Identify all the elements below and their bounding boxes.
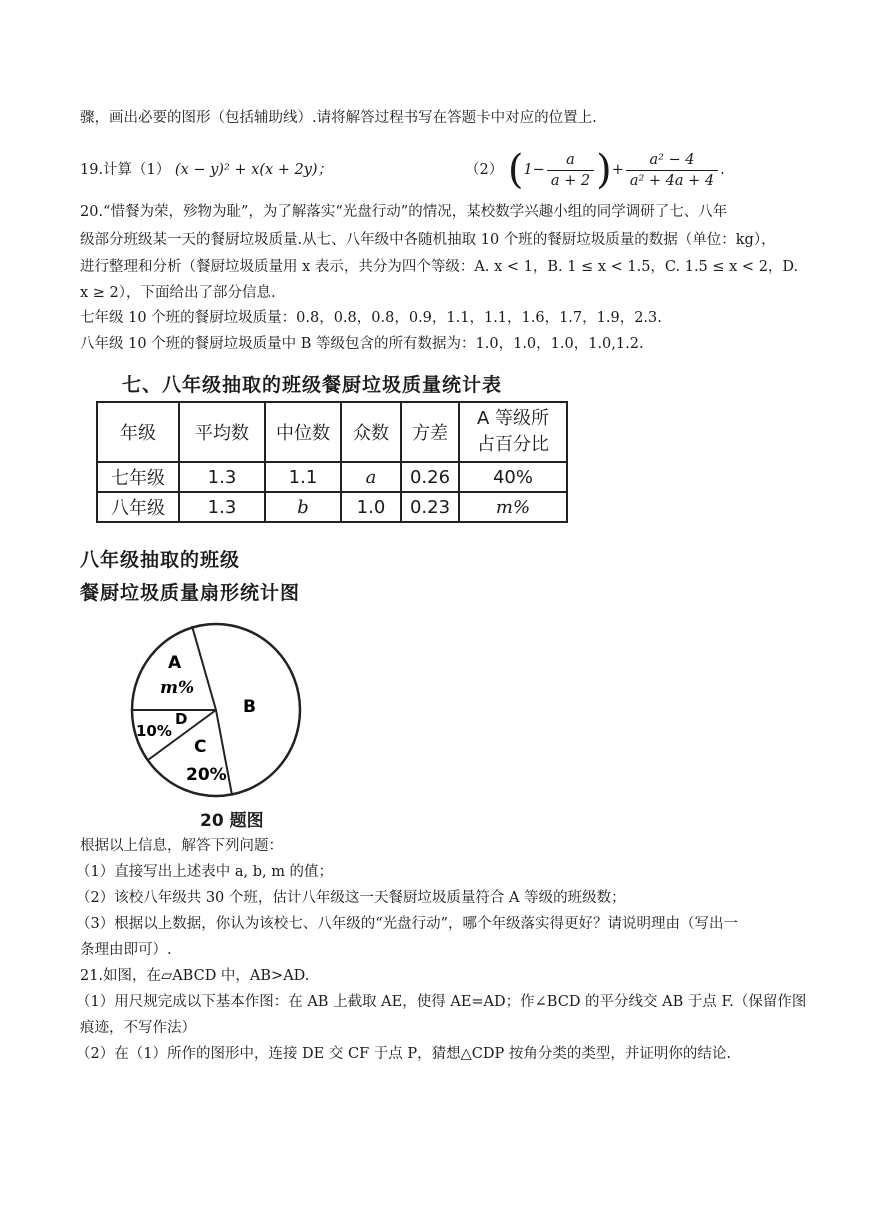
- th-mean: 平均数: [179, 402, 265, 462]
- slice-pct-a: m%: [160, 678, 195, 698]
- table-header-row: [97, 402, 567, 462]
- q19-frac2-num: a² − 4: [626, 150, 718, 171]
- q19-expr2-lead: 1−: [523, 162, 545, 178]
- q20-line6: 八年级 10 个班的餐厨垃圾质量中 B 等级包含的所有数据为：1.0，1.0，1.0，1.0,1.2.: [80, 336, 644, 352]
- table-row: [97, 492, 567, 522]
- q19-frac1-den: a + 2: [550, 172, 591, 189]
- left-paren: (: [507, 147, 524, 193]
- q19-part2-label: （2）: [465, 162, 504, 178]
- figure-caption: 20 题图: [200, 811, 264, 831]
- cell-mean: 1.3: [179, 462, 265, 492]
- cell-variance: 0.23: [401, 492, 459, 522]
- cell-a-percent: 40%: [459, 462, 567, 492]
- cell-mean: 1.3: [179, 492, 265, 522]
- cell-grade: 八年级: [97, 492, 179, 522]
- slice-label-d: D: [175, 710, 188, 728]
- question-1: （1）直接写出上述表中 a, b, m 的值；: [76, 864, 334, 880]
- q20-line3: 进行整理和分析（餐厨垃圾质量用 x 表示，共分为四个等级：A. x < 1，B. 1 ≤ x < 1.5，C. 1.5 ≤ x < 2，D.: [80, 259, 799, 275]
- questions-lead: 根据以上信息，解答下列问题：: [80, 838, 283, 854]
- q19-frac1: [547, 150, 594, 191]
- slice-label-c: C: [194, 737, 207, 757]
- q19-plus: +: [611, 162, 624, 178]
- right-paren: ): [596, 147, 612, 193]
- th-mode: 众数: [341, 402, 401, 462]
- q19-expr1: (x − y)² + x(x + 2y)；: [174, 162, 333, 178]
- cell-grade: 七年级: [97, 462, 179, 492]
- cell-a-percent: m%: [459, 492, 567, 522]
- slice-divider-ab: [192, 626, 216, 710]
- th-a-percent-line2: 占百分比: [477, 434, 549, 455]
- question-3-line2: 条理由即可）.: [80, 942, 172, 958]
- q19-end: .: [720, 162, 725, 178]
- cell-variance: 0.26: [401, 462, 459, 492]
- cell-median: b: [265, 492, 341, 522]
- cell-median: 1.1: [265, 462, 341, 492]
- pie-title-line2: 餐厨垃圾质量扇形统计图: [80, 582, 301, 604]
- pie-title-line1: 八年级抽取的班级: [80, 549, 241, 571]
- th-median: 中位数: [265, 402, 341, 462]
- q19-part2: [465, 148, 725, 192]
- q19-frac2-den: a² + 4a + 4: [629, 172, 715, 189]
- question-19: [80, 148, 800, 192]
- th-grade: 年级: [97, 402, 179, 462]
- q19-frac2: [626, 150, 718, 191]
- q20-line1: 20.“惜餐为荣，殄物为耻”，为了解落实“光盘行动”的情况，某校数学兴趣小组的同学调研了七、八年: [80, 204, 728, 220]
- slice-pct-d: 10%: [136, 722, 172, 740]
- stats-table: [96, 401, 568, 523]
- question-2: （2）该校八年级共 30 个班，估计八年级这一天餐厨垃圾质量符合 A 等级的班级数；: [76, 890, 626, 906]
- slice-label-b: B: [243, 697, 256, 717]
- q19-frac1-num: a: [547, 150, 594, 171]
- cell-mode: a: [341, 462, 401, 492]
- pie-chart: [120, 620, 320, 800]
- question-3-line1: （3）根据以上数据，你认为该校七、八年级的“光盘行动”，哪个年级落实得更好？请说明理由（写出一: [76, 916, 739, 932]
- q19-label: 19.计算（1）: [80, 162, 171, 178]
- q21-line4: （2）在（1）所作的图形中，连接 DE 交 CF 于点 P，猜想△CDP 按角分类的类型，并证明你的结论.: [76, 1046, 731, 1062]
- table-row: [97, 462, 567, 492]
- q21-line1: 21.如图，在▱ABCD 中，AB>AD.: [80, 968, 310, 984]
- slice-pct-c: 20%: [186, 765, 227, 785]
- q20-line4: x ≥ 2），下面给出了部分信息.: [80, 285, 276, 301]
- q21-line2: （1）用尺规完成以下基本作图：在 AB 上截取 AE，使得 AE=AD；作∠BCD 的平分线交 AB 于点 F.（保留作图: [76, 994, 807, 1010]
- th-a-percent-line1: A 等级所: [476, 408, 550, 429]
- th-a-percent: [459, 402, 567, 462]
- cell-mode: 1.0: [341, 492, 401, 522]
- q21-line3: 痕迹，不写作法）: [80, 1020, 196, 1036]
- slice-label-a: A: [168, 653, 182, 673]
- intro-text: 骤，画出必要的图形（包括辅助线）.请将解答过程书写在答题卡中对应的位置上.: [80, 110, 597, 126]
- table-title: 七、八年级抽取的班级餐厨垃圾质量统计表: [122, 374, 503, 396]
- th-variance: 方差: [401, 402, 459, 462]
- q20-line5: 七年级 10 个班的餐厨垃圾质量：0.8，0.8，0.8，0.9，1.1，1.1，1.6，1.7，1.9，2.3.: [80, 310, 662, 326]
- q20-line2: 级部分班级某一天的餐厨垃圾质量.从七、八年级中各随机抽取 10 个班的餐厨垃圾质量的数据（单位：kg），: [80, 232, 776, 248]
